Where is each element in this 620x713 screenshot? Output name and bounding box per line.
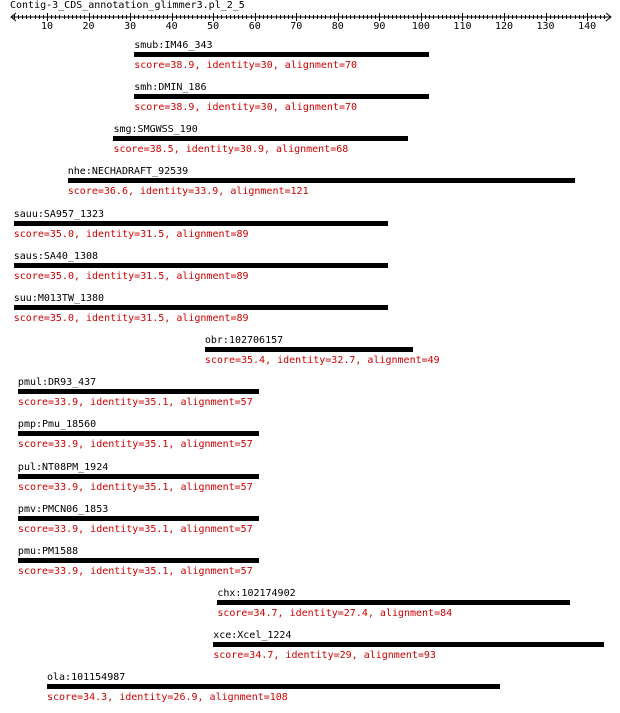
hit-score-text: score=38.9, identity=30, alignment=70	[134, 60, 358, 71]
hit-score-text: score=33.9, identity=35.1, alignment=57	[17, 439, 253, 451]
hit-bar	[113, 136, 408, 141]
ruler-tick-label: 60	[248, 21, 261, 32]
hit-score-text: score=33.9, identity=35.1, alignment=57	[17, 523, 253, 535]
hit-name-label: nhe:NECHADRAFT_92539	[67, 166, 189, 178]
ruler-tick-label: 50	[207, 21, 220, 32]
hit-name-label: obr:102706157	[204, 335, 284, 347]
hit-score-text: score=35.4, identity=32.7, alignment=49	[204, 355, 440, 367]
hit-name-label: smub:IM46_343	[134, 40, 213, 51]
hit-bar	[14, 305, 388, 310]
hit-name-label: ola:101154987	[47, 672, 126, 684]
hit-score-text: score=33.9, identity=35.1, alignment=57	[17, 565, 253, 577]
hit-bar	[134, 94, 429, 99]
ruler-tick-label: 90	[373, 21, 386, 32]
hit-bar	[18, 516, 259, 521]
ruler-tick-label: 130	[536, 21, 555, 32]
hit-score-text: score=35.0, identity=31.5, alignment=89	[13, 228, 249, 240]
hit-name-label: xce:Xcel_1224	[213, 630, 292, 642]
hit-score-text: score=35.0, identity=31.5, alignment=89	[13, 270, 249, 282]
hit-name-label: sauu:SA957_1323	[13, 208, 105, 220]
hit-bar	[18, 431, 259, 436]
hit-name-label: pmu:PM1588	[17, 545, 79, 557]
hit-name-label: smh:DMIN_186	[134, 82, 207, 94]
ruler-tick-label: 140	[578, 21, 597, 32]
hit-bar	[134, 52, 429, 57]
hit-name-label: pul:NT08PM_1924	[17, 461, 109, 473]
hit-score-text: score=34.7, identity=29, alignment=93	[213, 650, 436, 662]
ruler-tick-label: 40	[165, 21, 178, 32]
hit-score-text: score=35.0, identity=31.5, alignment=89	[13, 312, 249, 324]
hit-bar	[14, 221, 388, 226]
hit-bar	[213, 642, 604, 647]
hit-name-label: pmv:PMCN06_1853	[17, 503, 109, 515]
hit-bar	[18, 389, 259, 394]
hit-score-text: score=36.6, identity=33.9, alignment=121	[67, 186, 309, 198]
diagram-title: Contig-3_CDS_annotation_glimmer3.pl_2_5	[10, 0, 245, 11]
hit-bar	[18, 474, 259, 479]
hit-bar	[18, 558, 259, 563]
hit-name-label: pmul:DR93_437	[17, 377, 97, 389]
hit-score-text: score=38.5, identity=30.9, alignment=68	[113, 144, 349, 156]
hit-name-label: chx:102174902	[217, 587, 296, 599]
ruler-tick-label: 30	[124, 21, 137, 32]
hit-name-label: pmp:Pmu_18560	[17, 419, 97, 431]
hit-name-label: saus:SA40_1308	[13, 250, 99, 262]
hit-score-text: score=38.9, identity=30, alignment=70	[134, 102, 358, 114]
ruler-axis	[0, 0, 620, 40]
ruler-tick-label: 80	[331, 21, 344, 32]
hit-name-label: suu:M013TW_1380	[13, 292, 105, 304]
hit-bar	[14, 263, 388, 268]
ruler-tick-label: 120	[494, 21, 514, 32]
hit-bar	[217, 600, 570, 605]
ruler-tick-label: 110	[453, 21, 472, 32]
ruler-tick-label: 10	[40, 21, 54, 32]
hit-bar	[68, 178, 575, 183]
hit-bar	[47, 684, 500, 689]
ruler-tick-label: 20	[82, 21, 95, 32]
hit-bar	[205, 347, 413, 352]
hit-score-text: score=33.9, identity=35.1, alignment=57	[17, 397, 253, 409]
hit-score-text: score=34.7, identity=27.4, alignment=84	[217, 607, 453, 619]
hit-score-text: score=33.9, identity=35.1, alignment=57	[17, 481, 253, 493]
hit-name-label: smg:SMGWSS_190	[113, 124, 198, 136]
ruler-tick-label: 100	[411, 21, 430, 32]
ruler-tick-label: 70	[290, 21, 303, 32]
hit-score-text: score=34.3, identity=26.9, alignment=108	[47, 692, 288, 704]
